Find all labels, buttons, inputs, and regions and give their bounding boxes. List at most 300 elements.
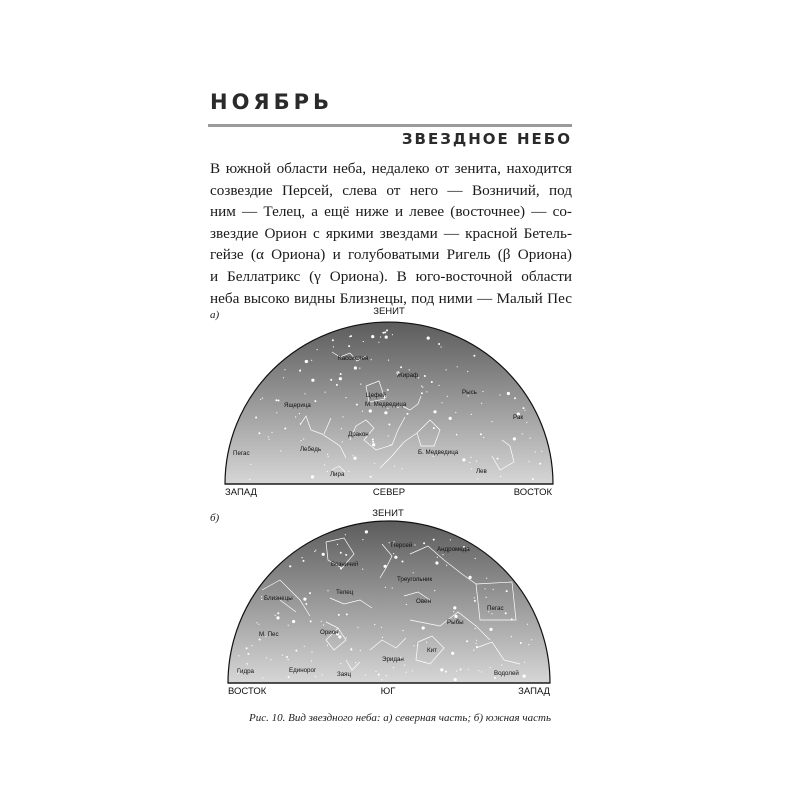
star — [276, 616, 279, 619]
label-andromeda: Андромеда — [437, 546, 470, 553]
star — [259, 639, 261, 641]
star — [352, 455, 353, 456]
star — [473, 649, 474, 650]
star — [282, 655, 283, 656]
label-lebed: Лебедь — [300, 446, 322, 453]
star — [474, 600, 476, 602]
star — [372, 438, 374, 440]
star — [474, 597, 475, 598]
star — [387, 389, 389, 391]
star — [434, 590, 435, 591]
west-label-b: ЗАПАД — [518, 686, 550, 697]
star — [304, 393, 305, 394]
star — [455, 412, 456, 413]
star — [314, 400, 316, 402]
star — [437, 557, 438, 558]
label-lev: Лев — [476, 468, 487, 475]
label-kassiopeya: Кассиопея — [338, 355, 369, 362]
star — [490, 667, 491, 668]
star — [483, 437, 484, 438]
star — [288, 659, 289, 660]
star — [302, 557, 303, 558]
star — [480, 433, 482, 435]
star — [524, 662, 525, 663]
star — [431, 381, 433, 383]
star — [514, 397, 516, 399]
star — [385, 587, 386, 588]
star — [374, 463, 375, 464]
star — [342, 416, 343, 417]
star — [486, 597, 487, 598]
star — [260, 399, 261, 400]
star — [450, 539, 451, 540]
star — [492, 421, 493, 422]
star — [292, 620, 295, 623]
star — [345, 397, 346, 398]
star — [338, 614, 340, 616]
star — [370, 476, 372, 478]
label-oven: Овен — [416, 598, 431, 605]
star — [481, 403, 482, 404]
star — [500, 476, 501, 477]
star — [327, 590, 328, 591]
label-rys: Рысь — [462, 389, 477, 396]
east-label-a: ВОСТОК — [513, 487, 552, 498]
south-label-b: ЮГ — [380, 686, 396, 697]
star — [348, 471, 349, 472]
star — [362, 539, 363, 540]
label-persey: Персей — [391, 542, 413, 549]
star — [535, 451, 536, 452]
star — [266, 657, 267, 658]
star — [501, 664, 502, 665]
star — [384, 411, 387, 414]
star — [392, 334, 393, 335]
label-lira: Лира — [330, 471, 345, 478]
star — [261, 596, 262, 597]
star — [363, 341, 364, 342]
star — [251, 645, 252, 646]
star — [485, 588, 486, 589]
star — [346, 613, 348, 615]
label-bliznetsy: Близнецы — [264, 595, 293, 602]
star — [453, 606, 456, 609]
star — [258, 432, 260, 434]
star — [356, 404, 358, 406]
star — [523, 407, 525, 409]
star — [321, 621, 322, 622]
star — [262, 397, 263, 398]
star — [541, 451, 542, 452]
north-label-a: СЕВЕР — [372, 487, 406, 498]
label-pegas-b: Пегас — [487, 605, 504, 612]
star — [314, 551, 315, 552]
label-treugolnik: Треугольник — [397, 576, 433, 583]
star — [275, 399, 277, 401]
star — [473, 355, 475, 357]
label-rak: Рак — [513, 414, 524, 421]
star — [362, 411, 363, 412]
star — [336, 384, 338, 386]
section-title: ЗВЕЗДНОЕ НЕБО — [401, 130, 572, 148]
star — [507, 392, 510, 395]
star — [378, 674, 380, 676]
star — [311, 652, 312, 653]
star — [426, 391, 427, 392]
star — [413, 645, 414, 646]
paragraph-line: и Беллатрикс (γ Ориона). В юго-восточной области — [210, 267, 572, 285]
west-label-a: ЗАПАД — [225, 487, 257, 498]
star — [476, 640, 477, 641]
star — [333, 346, 334, 347]
star — [381, 627, 382, 628]
star — [277, 612, 279, 614]
star — [322, 553, 325, 556]
star — [386, 675, 387, 676]
star — [360, 384, 361, 385]
star — [246, 663, 247, 664]
star — [421, 386, 422, 387]
star — [475, 558, 476, 559]
star — [315, 550, 316, 551]
star — [433, 539, 435, 541]
label-voznichiy: Возничий — [331, 561, 359, 568]
star — [466, 640, 468, 642]
star — [454, 678, 457, 681]
star — [360, 650, 361, 651]
figure-caption: Рис. 10. Вид звездного неба: а) северная часть; б) южная часть — [249, 712, 551, 724]
star — [513, 437, 516, 440]
star — [404, 665, 405, 666]
star — [382, 637, 383, 638]
star — [445, 671, 447, 673]
star — [311, 475, 314, 478]
star — [422, 387, 423, 388]
star — [295, 416, 296, 417]
star — [421, 392, 423, 394]
figure-a-label: а) — [210, 309, 220, 321]
star — [442, 554, 443, 555]
star — [238, 655, 239, 656]
star — [378, 342, 379, 343]
star — [388, 435, 389, 436]
star — [442, 402, 443, 403]
star — [477, 478, 478, 479]
star — [505, 612, 507, 614]
star — [365, 530, 368, 533]
label-m-medveditsa: М. Медведица — [365, 401, 407, 408]
star — [422, 626, 425, 629]
star — [460, 668, 462, 670]
label-eridan: Эридан — [382, 656, 404, 663]
label-b-medveditsa: Б. Медведица — [418, 449, 459, 456]
label-zayats: Заяц — [337, 671, 352, 678]
star — [388, 360, 389, 361]
star — [528, 644, 529, 645]
star — [424, 375, 426, 377]
star — [456, 670, 457, 671]
star — [270, 659, 271, 660]
star — [475, 628, 476, 629]
star — [310, 620, 312, 622]
star — [481, 671, 482, 672]
star — [433, 410, 436, 413]
star — [382, 332, 384, 334]
star — [323, 624, 324, 625]
star — [386, 329, 388, 331]
star — [332, 339, 334, 341]
paragraph-line: гейзе (α Ориона) и голубоватыми Ригель (β Ориона) — [210, 246, 572, 264]
star — [493, 589, 494, 590]
star — [520, 642, 522, 644]
paragraph-line: неба высоко видны Близнецы, под ними — Малый Пес — [210, 289, 572, 307]
star — [350, 335, 352, 337]
star — [372, 441, 374, 443]
star — [406, 604, 407, 605]
star — [362, 569, 363, 570]
star — [247, 653, 249, 655]
star — [349, 336, 350, 337]
star — [255, 417, 257, 419]
star — [423, 542, 425, 544]
star — [283, 377, 284, 378]
star — [380, 336, 381, 337]
star — [388, 424, 390, 426]
star — [350, 649, 352, 651]
star — [394, 556, 397, 559]
star — [309, 592, 311, 594]
star — [365, 675, 366, 676]
star — [289, 565, 290, 566]
star — [311, 360, 312, 361]
star — [475, 643, 476, 644]
paragraph-line: созвездие Персей, слева от него — Возничий, под — [210, 181, 572, 199]
star — [469, 576, 472, 579]
star — [284, 369, 285, 370]
star — [275, 615, 276, 616]
star — [317, 349, 318, 350]
star — [467, 371, 468, 372]
star — [478, 670, 479, 671]
star — [402, 561, 404, 563]
star — [369, 409, 372, 412]
star — [447, 396, 448, 397]
star — [357, 627, 358, 628]
star — [489, 628, 492, 631]
star — [528, 461, 529, 462]
star — [288, 625, 289, 626]
star — [268, 439, 269, 440]
star — [340, 378, 341, 379]
star — [413, 572, 414, 573]
star — [371, 335, 374, 338]
star — [375, 671, 376, 672]
star — [384, 331, 386, 333]
star — [468, 669, 469, 670]
paragraph-line: ним — Телец, а ещё ниже и левее (восточнее) — со- — [210, 203, 572, 221]
star — [328, 456, 329, 457]
star — [299, 370, 301, 372]
star — [353, 457, 356, 460]
label-drakon: Дракон — [348, 431, 369, 438]
star — [526, 422, 527, 423]
star — [471, 457, 472, 458]
star — [406, 672, 407, 673]
star — [438, 343, 440, 345]
star — [348, 345, 350, 347]
star — [295, 650, 297, 652]
star — [327, 471, 328, 472]
east-label-b: ВОСТОК — [228, 686, 267, 697]
star — [271, 432, 272, 433]
star — [438, 385, 439, 386]
label-vodoley: Водолей — [494, 670, 519, 677]
star — [261, 599, 262, 600]
star — [345, 554, 347, 556]
star — [250, 464, 251, 465]
label-zhiraf: Жираф — [397, 372, 419, 379]
star — [471, 414, 472, 415]
star — [394, 466, 395, 467]
star — [299, 413, 300, 414]
star — [341, 428, 342, 429]
star — [372, 443, 375, 446]
star — [499, 394, 500, 395]
star — [249, 479, 250, 480]
star — [288, 676, 290, 678]
star — [441, 346, 442, 347]
star — [511, 636, 512, 637]
star — [392, 587, 393, 588]
star — [523, 675, 526, 678]
star — [482, 391, 483, 392]
star — [276, 412, 277, 413]
star — [527, 624, 528, 625]
label-telets: Телец — [336, 589, 354, 596]
star — [306, 360, 308, 362]
star — [305, 603, 307, 605]
star — [374, 624, 375, 625]
star — [427, 337, 430, 340]
star — [457, 366, 458, 367]
star — [346, 637, 347, 638]
star — [330, 379, 332, 381]
star — [393, 553, 394, 554]
label-tsefey: Цефей — [366, 392, 387, 399]
star — [409, 369, 410, 370]
star — [435, 561, 438, 564]
star — [471, 468, 472, 469]
star — [340, 373, 342, 375]
star — [278, 400, 280, 402]
star — [494, 677, 496, 679]
star — [446, 565, 447, 566]
star — [402, 630, 403, 631]
star — [355, 662, 356, 663]
star — [491, 613, 492, 614]
star — [400, 366, 402, 368]
label-yashcheritsa: Ящерица — [284, 402, 311, 409]
star — [393, 667, 394, 668]
star — [325, 392, 326, 393]
star — [433, 427, 435, 429]
star — [303, 438, 304, 439]
star — [359, 368, 360, 369]
star — [280, 450, 281, 451]
star — [451, 652, 454, 655]
paragraph-line: В южной области неба, недалеко от зенита, находится — [210, 160, 572, 177]
star — [311, 379, 314, 382]
star — [446, 369, 447, 370]
star — [497, 458, 499, 460]
star — [389, 542, 390, 543]
star — [258, 624, 259, 625]
star — [531, 639, 532, 640]
star — [246, 647, 248, 649]
figure-b-label: б) — [210, 512, 220, 524]
star — [418, 377, 419, 378]
star — [256, 622, 257, 623]
star — [381, 679, 382, 680]
star — [530, 438, 531, 439]
star — [342, 441, 343, 442]
star — [414, 544, 415, 545]
star — [539, 463, 541, 465]
star — [486, 578, 487, 579]
label-edinorog: Единорог — [289, 667, 317, 674]
label-m-pes: М. Пес — [259, 631, 279, 638]
star — [311, 660, 312, 661]
star — [449, 417, 452, 420]
star — [385, 336, 388, 339]
star — [303, 560, 305, 562]
star — [286, 656, 288, 658]
star — [262, 677, 263, 678]
star — [340, 663, 341, 664]
star — [327, 645, 328, 646]
star — [412, 670, 413, 671]
star — [506, 590, 508, 592]
star — [522, 433, 523, 434]
star — [407, 413, 409, 415]
star — [284, 428, 286, 430]
star — [371, 359, 372, 360]
star — [338, 635, 341, 638]
label-gidra: Гидра — [237, 668, 254, 675]
star — [402, 468, 403, 469]
label-kit: Кит — [427, 647, 437, 654]
star — [322, 674, 323, 675]
star — [340, 552, 342, 554]
star — [456, 434, 457, 435]
star — [469, 462, 470, 463]
month-title: НОЯБРЬ — [210, 90, 334, 114]
star — [454, 615, 457, 618]
zenith-label-a: ЗЕНИТ — [373, 306, 405, 317]
star — [524, 410, 525, 411]
star — [532, 478, 534, 480]
paragraph-line: звездие Орион с яркими звездами — красной Бетель- — [210, 224, 572, 242]
star — [304, 646, 305, 647]
star — [453, 611, 454, 612]
star — [476, 461, 477, 462]
star — [315, 676, 316, 677]
star — [324, 464, 325, 465]
star — [354, 366, 357, 369]
star — [440, 668, 443, 671]
star — [426, 642, 427, 643]
zenith-label-b: ЗЕНИТ — [372, 508, 404, 519]
